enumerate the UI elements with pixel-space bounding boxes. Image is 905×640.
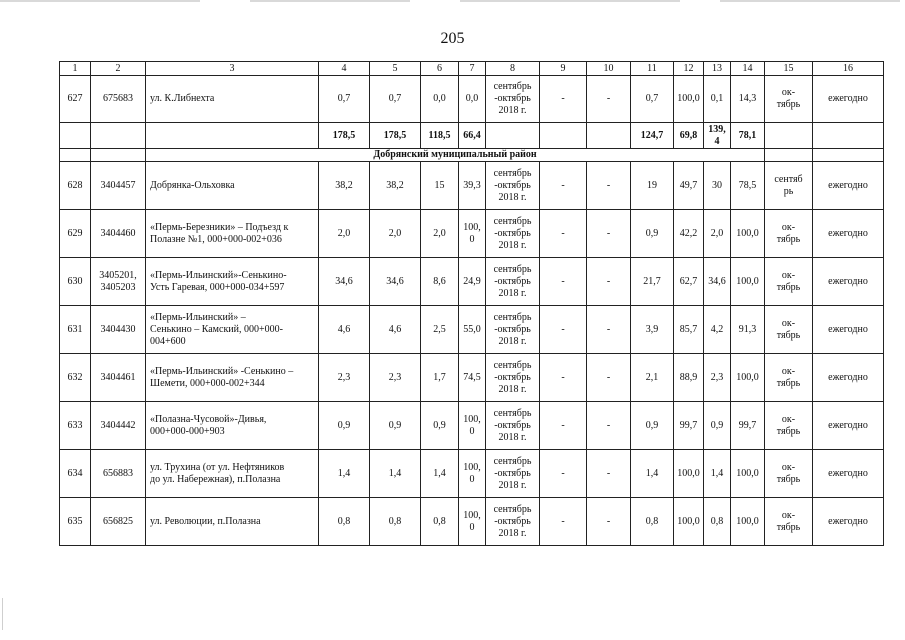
column-number-cell: 5	[370, 62, 421, 76]
normative-percent: 0,0	[459, 76, 486, 123]
length-total: 4,6	[319, 306, 370, 354]
normative-percent: 55,0	[459, 306, 486, 354]
length-normative: 15	[421, 162, 459, 210]
col-9-value: -	[540, 498, 587, 546]
normative-percent: 100, 0	[459, 402, 486, 450]
col-12-value: 100,0	[674, 498, 704, 546]
col-14-value: 100,0	[731, 354, 765, 402]
frequency-cell: ежегодно	[813, 498, 884, 546]
col-13-value: 4,2	[704, 306, 731, 354]
inspection-period	[486, 123, 540, 149]
road-code: 3404442	[91, 402, 146, 450]
row-number: 627	[60, 76, 91, 123]
road-name: ул. К.Либнехта	[146, 76, 319, 123]
length-section: 38,2	[370, 162, 421, 210]
road-code: 3404430	[91, 306, 146, 354]
road-code: 656825	[91, 498, 146, 546]
table-row	[60, 450, 884, 498]
road-name: Добрянка-Ольховка	[146, 162, 319, 210]
length-normative: 8,6	[421, 258, 459, 306]
col-14-value: 14,3	[731, 76, 765, 123]
col-10-value: -	[587, 402, 631, 450]
page-number: 205	[440, 30, 465, 47]
road-name: «Пермь-Ильинский» -Сенькино – Шемети, 000+000-002+344	[146, 354, 319, 402]
length-total: 2,0	[319, 210, 370, 258]
length-section: 34,6	[370, 258, 421, 306]
inspection-period: сентябрь -октябрь 2018 г.	[486, 402, 540, 450]
column-number-cell: 2	[91, 62, 146, 76]
length-total: 38,2	[319, 162, 370, 210]
top-edge-line	[460, 0, 680, 2]
col-11-value: 1,4	[631, 450, 674, 498]
col-14-value: 99,7	[731, 402, 765, 450]
col-14-value: 100,0	[731, 498, 765, 546]
col-13-value: 139, 4	[704, 123, 731, 149]
empty-cell	[765, 149, 813, 162]
length-normative: 0,8	[421, 498, 459, 546]
length-section: 2,3	[370, 354, 421, 402]
frequency-cell: ежегодно	[813, 162, 884, 210]
col-14-value: 100,0	[731, 258, 765, 306]
col-11-value: 2,1	[631, 354, 674, 402]
length-normative: 1,7	[421, 354, 459, 402]
col-11-value: 0,7	[631, 76, 674, 123]
road-name: «Полазна-Чусовой»-Дивья, 000+000-000+903	[146, 402, 319, 450]
normative-percent: 39,3	[459, 162, 486, 210]
frequency-cell: ежегодно	[813, 210, 884, 258]
length-section: 4,6	[370, 306, 421, 354]
length-total: 2,3	[319, 354, 370, 402]
inspection-period: сентябрь -октябрь 2018 г.	[486, 258, 540, 306]
normative-percent: 100, 0	[459, 450, 486, 498]
column-number-cell: 10	[587, 62, 631, 76]
col-13-value: 1,4	[704, 450, 731, 498]
month-cell: ок- тябрь	[765, 306, 813, 354]
month-cell: сентяб рь	[765, 162, 813, 210]
column-number-cell: 15	[765, 62, 813, 76]
road-name: ул. Революции, п.Полазна	[146, 498, 319, 546]
frequency-cell: ежегодно	[813, 258, 884, 306]
col-14-value: 78,1	[731, 123, 765, 149]
normative-percent: 100, 0	[459, 210, 486, 258]
row-number: 629	[60, 210, 91, 258]
col-12-value: 100,0	[674, 76, 704, 123]
month-cell: ок- тябрь	[765, 498, 813, 546]
table-row	[60, 306, 884, 354]
road-table	[59, 61, 884, 546]
road-name: ул. Трухина (от ул. Нефтяников до ул. Набережная), п.Полазна	[146, 450, 319, 498]
road-code: 3404461	[91, 354, 146, 402]
empty-cell	[91, 149, 146, 162]
col-9-value: -	[540, 450, 587, 498]
col-11-value: 124,7	[631, 123, 674, 149]
col-10-value: -	[587, 306, 631, 354]
total-row	[60, 123, 884, 149]
column-number-cell: 9	[540, 62, 587, 76]
length-section: 0,9	[370, 402, 421, 450]
col-10-value: -	[587, 76, 631, 123]
table-row	[60, 76, 884, 123]
col-9-value: -	[540, 210, 587, 258]
top-edge-line	[0, 0, 200, 2]
col-10-value: -	[587, 498, 631, 546]
col-11-value: 0,9	[631, 210, 674, 258]
road-code: 3405201, 3405203	[91, 258, 146, 306]
col-10-value: -	[587, 450, 631, 498]
length-section: 178,5	[370, 123, 421, 149]
col-9-value	[540, 123, 587, 149]
table-row	[60, 498, 884, 546]
row-number: 630	[60, 258, 91, 306]
col-13-value: 2,0	[704, 210, 731, 258]
table-row	[60, 162, 884, 210]
col-12-value: 49,7	[674, 162, 704, 210]
road-name: «Пермь-Березники» – Подъезд к Полазне №1, 000+000-002+036	[146, 210, 319, 258]
road-name	[146, 123, 319, 149]
col-9-value: -	[540, 306, 587, 354]
length-total: 178,5	[319, 123, 370, 149]
col-9-value: -	[540, 76, 587, 123]
length-section: 0,8	[370, 498, 421, 546]
length-total: 0,8	[319, 498, 370, 546]
column-number-row	[60, 62, 884, 76]
inspection-period: сентябрь -октябрь 2018 г.	[486, 76, 540, 123]
col-11-value: 0,9	[631, 402, 674, 450]
col-10-value	[587, 123, 631, 149]
col-9-value: -	[540, 162, 587, 210]
column-number-cell: 16	[813, 62, 884, 76]
normative-percent: 100, 0	[459, 498, 486, 546]
month-cell: ок- тябрь	[765, 258, 813, 306]
inspection-period: сентябрь -октябрь 2018 г.	[486, 210, 540, 258]
col-10-value: -	[587, 162, 631, 210]
length-section: 2,0	[370, 210, 421, 258]
length-total: 34,6	[319, 258, 370, 306]
col-12-value: 100,0	[674, 450, 704, 498]
col-13-value: 2,3	[704, 354, 731, 402]
normative-percent: 24,9	[459, 258, 486, 306]
column-number-cell: 6	[421, 62, 459, 76]
column-number-cell: 4	[319, 62, 370, 76]
month-cell: ок- тябрь	[765, 76, 813, 123]
col-14-value: 100,0	[731, 450, 765, 498]
col-9-value: -	[540, 402, 587, 450]
length-normative: 2,5	[421, 306, 459, 354]
col-14-value: 100,0	[731, 210, 765, 258]
column-number-cell: 1	[60, 62, 91, 76]
month-cell: ок- тябрь	[765, 450, 813, 498]
col-10-value: -	[587, 210, 631, 258]
table-row	[60, 354, 884, 402]
month-cell: ок- тябрь	[765, 210, 813, 258]
road-name: «Пермь-Ильинский»-Сенькино- Усть Гаревая, 000+000-034+597	[146, 258, 319, 306]
month-cell: ок- тябрь	[765, 402, 813, 450]
frequency-cell: ежегодно	[813, 450, 884, 498]
length-section: 0,7	[370, 76, 421, 123]
col-13-value: 34,6	[704, 258, 731, 306]
length-normative: 118,5	[421, 123, 459, 149]
table-row	[60, 210, 884, 258]
row-number: 635	[60, 498, 91, 546]
inspection-period: сентябрь -октябрь 2018 г.	[486, 162, 540, 210]
col-11-value: 3,9	[631, 306, 674, 354]
road-code: 675683	[91, 76, 146, 123]
col-11-value: 0,8	[631, 498, 674, 546]
frequency-cell: ежегодно	[813, 354, 884, 402]
col-11-value: 21,7	[631, 258, 674, 306]
month-cell: ок- тябрь	[765, 354, 813, 402]
col-9-value: -	[540, 258, 587, 306]
column-number-cell: 8	[486, 62, 540, 76]
length-total: 1,4	[319, 450, 370, 498]
length-normative: 1,4	[421, 450, 459, 498]
col-14-value: 91,3	[731, 306, 765, 354]
inspection-period: сентябрь -октябрь 2018 г.	[486, 354, 540, 402]
length-section: 1,4	[370, 450, 421, 498]
table-row	[60, 402, 884, 450]
column-number-cell: 7	[459, 62, 486, 76]
length-total: 0,7	[319, 76, 370, 123]
frequency-cell	[813, 123, 884, 149]
frequency-cell: ежегодно	[813, 402, 884, 450]
road-name: «Пермь-Ильинский» – Сенькино – Камский, 000+000- 004+600	[146, 306, 319, 354]
scan-edge-mark	[2, 598, 3, 630]
column-number-cell: 14	[731, 62, 765, 76]
section-row	[60, 149, 884, 162]
col-10-value: -	[587, 354, 631, 402]
road-code: 656883	[91, 450, 146, 498]
column-number-cell: 13	[704, 62, 731, 76]
col-12-value: 42,2	[674, 210, 704, 258]
length-normative: 2,0	[421, 210, 459, 258]
month-cell	[765, 123, 813, 149]
col-10-value: -	[587, 258, 631, 306]
inspection-period: сентябрь -октябрь 2018 г.	[486, 498, 540, 546]
frequency-cell: ежегодно	[813, 306, 884, 354]
inspection-period: сентябрь -октябрь 2018 г.	[486, 450, 540, 498]
length-total: 0,9	[319, 402, 370, 450]
col-12-value: 62,7	[674, 258, 704, 306]
col-12-value: 85,7	[674, 306, 704, 354]
row-number: 632	[60, 354, 91, 402]
row-number: 634	[60, 450, 91, 498]
normative-percent: 74,5	[459, 354, 486, 402]
col-13-value: 30	[704, 162, 731, 210]
col-12-value: 69,8	[674, 123, 704, 149]
col-13-value: 0,8	[704, 498, 731, 546]
top-edge-line	[720, 0, 900, 2]
row-number: 628	[60, 162, 91, 210]
top-edge-line	[250, 0, 410, 2]
inspection-period: сентябрь -октябрь 2018 г.	[486, 306, 540, 354]
row-number	[60, 123, 91, 149]
row-number: 633	[60, 402, 91, 450]
empty-cell	[60, 149, 91, 162]
column-number-cell: 3	[146, 62, 319, 76]
table-row	[60, 258, 884, 306]
col-9-value: -	[540, 354, 587, 402]
col-14-value: 78,5	[731, 162, 765, 210]
road-code: 3404457	[91, 162, 146, 210]
col-12-value: 99,7	[674, 402, 704, 450]
road-code	[91, 123, 146, 149]
row-number: 631	[60, 306, 91, 354]
road-code: 3404460	[91, 210, 146, 258]
empty-cell	[813, 149, 884, 162]
section-title: Добрянский муниципальный район	[146, 149, 765, 162]
length-normative: 0,9	[421, 402, 459, 450]
length-normative: 0,0	[421, 76, 459, 123]
col-12-value: 88,9	[674, 354, 704, 402]
normative-percent: 66,4	[459, 123, 486, 149]
column-number-cell: 11	[631, 62, 674, 76]
col-11-value: 19	[631, 162, 674, 210]
frequency-cell: ежегодно	[813, 76, 884, 123]
column-number-cell: 12	[674, 62, 704, 76]
col-13-value: 0,1	[704, 76, 731, 123]
col-13-value: 0,9	[704, 402, 731, 450]
